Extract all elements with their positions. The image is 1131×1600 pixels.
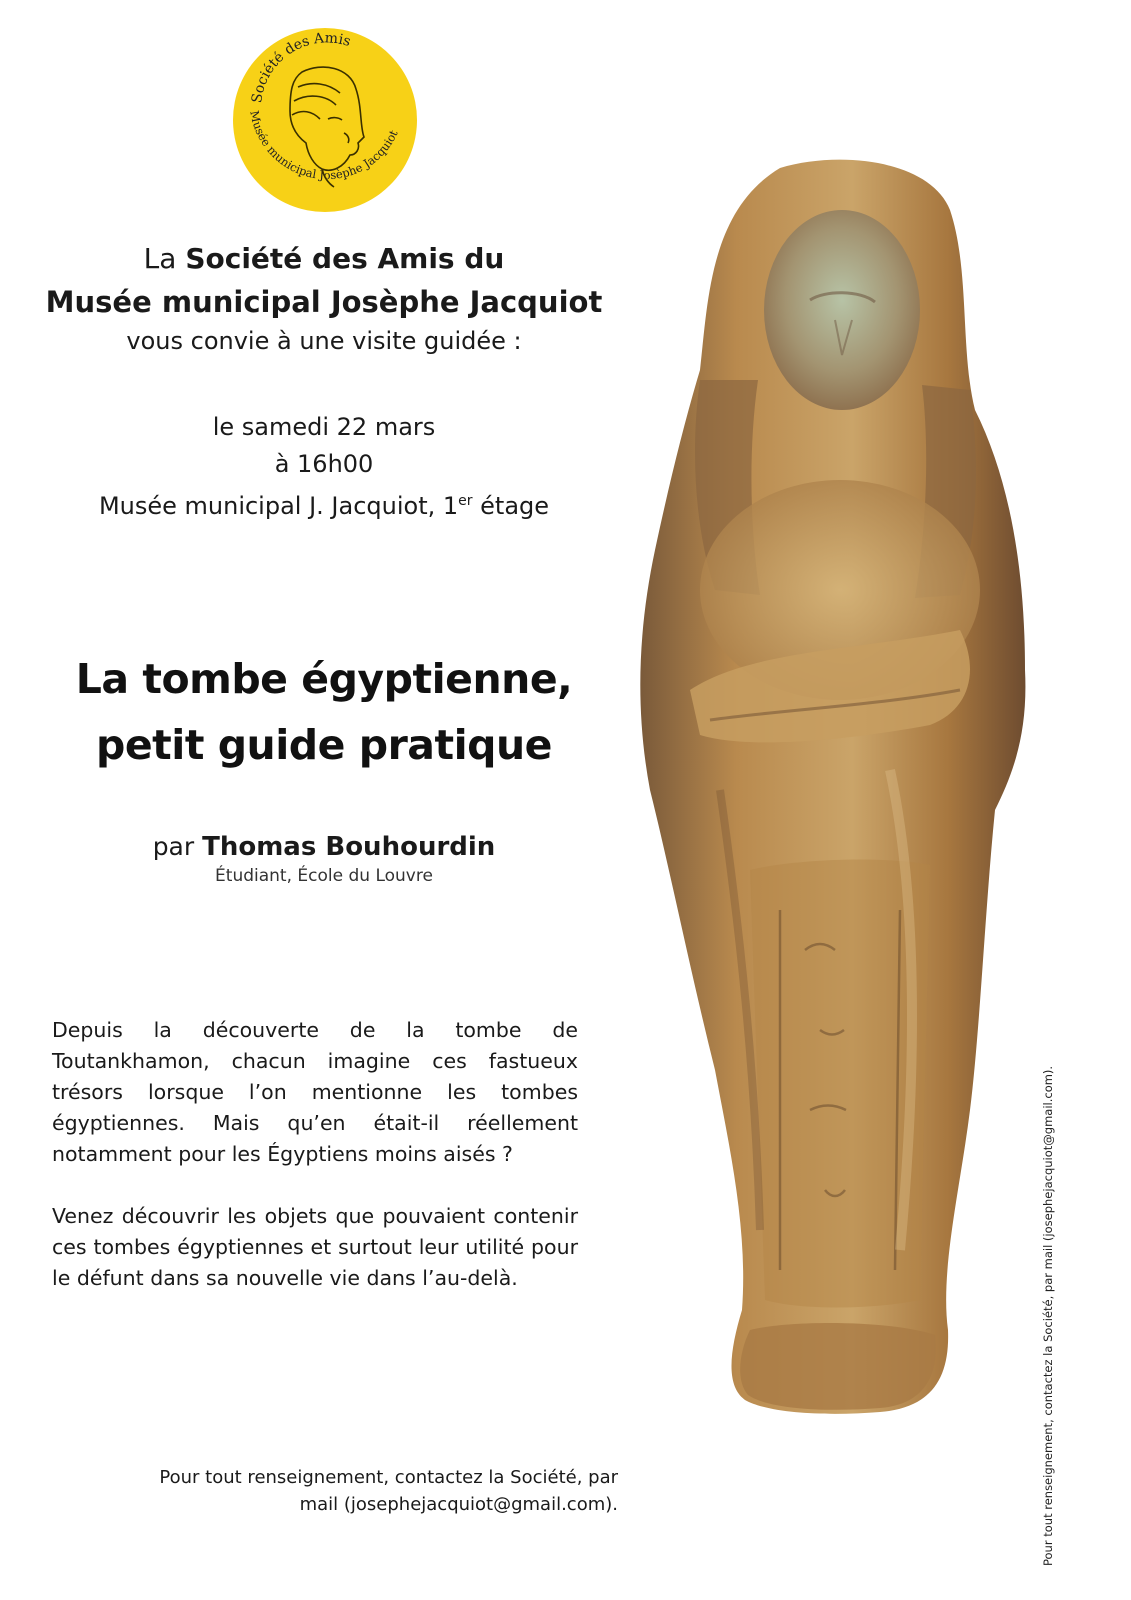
lecture-description — [52, 1015, 578, 1325]
speaker-block — [0, 830, 648, 888]
contact-line-1: Pour tout renseignement, contactez la Société, par — [159, 1467, 618, 1488]
invite-text: vous convie à une visite guidée : — [126, 327, 522, 355]
header-prefix: La — [143, 242, 177, 275]
title-line-2: petit guide pratique — [96, 721, 552, 769]
society-name: Société des Amis du — [185, 242, 505, 275]
event-time: à 16h00 — [274, 450, 374, 478]
contact-info — [150, 1464, 618, 1518]
header-line-society — [0, 238, 648, 280]
event-floor-sup: er — [458, 493, 473, 509]
event-date: le samedi 22 mars — [212, 413, 436, 441]
vertical-contact-note: Pour tout renseignement, contactez la Société, par mail (josephejacquiot@gmail.com). — [1041, 1065, 1055, 1566]
event-place — [0, 483, 648, 525]
speaker-name: Thomas Bouhourdin — [202, 832, 496, 862]
title-line-1: La tombe égyptienne, — [75, 655, 573, 703]
logo-text-top: Société des Amis — [249, 30, 353, 105]
event-place-text: Musée municipal J. Jacquiot, 1 — [98, 492, 459, 520]
museum-name: Musée municipal Josèphe Jacquiot — [45, 285, 603, 319]
event-details — [0, 409, 648, 525]
event-floor-word: étage — [480, 492, 550, 520]
description-paragraph-2: Venez découvrir les objets que pouvaient contenir ces tombes égyptiennes et surtout leur utilité pour le défunt dans sa nouvelle vie dans l’au-delà. — [52, 1204, 578, 1290]
description-paragraph-1: Depuis la découverte de la tombe de Toutankhamon, chacun imagine ces fastueux trésors lorsque l’on mentionne les tombes égyptiennes. Mais qu’en était-il réellement notamment pour les Égyptiens moins aisés ? — [52, 1018, 578, 1166]
logo-text-bottom: Musée municipal Josèphe Jacquiot — [247, 109, 401, 183]
invitation-header — [0, 238, 648, 358]
society-logo — [232, 27, 418, 213]
speaker-line — [0, 830, 648, 864]
ushabti-figurine-icon — [630, 150, 1040, 1420]
lecture-title — [0, 646, 648, 778]
contact-line-2: mail (josephejacquiot@gmail.com). — [299, 1494, 618, 1515]
speaker-prefix: par — [152, 832, 195, 861]
speaker-role: Étudiant, École du Louvre — [215, 866, 433, 886]
